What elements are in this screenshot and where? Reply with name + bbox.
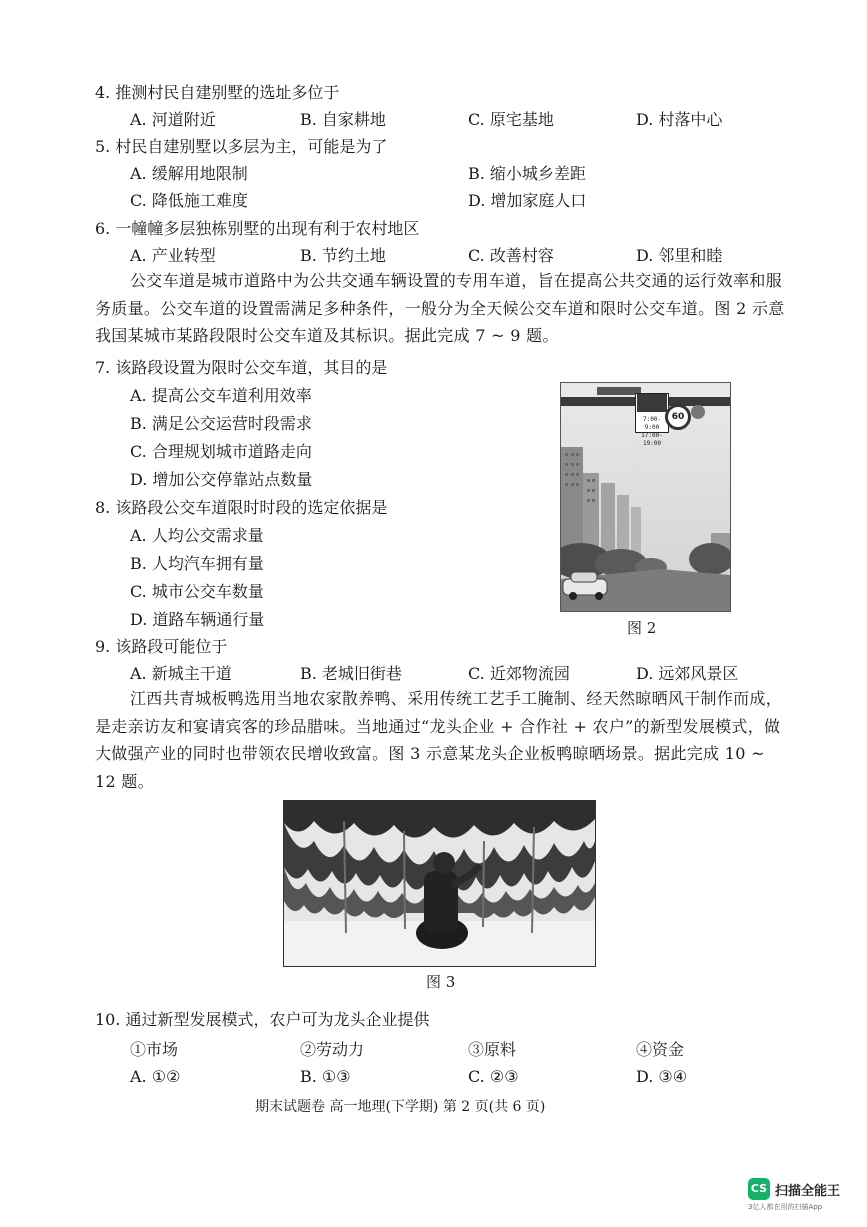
question-8-option-d: D. 道路车辆通行量 (130, 610, 265, 629)
scanner-slogan: 3亿人都在用的扫描App (748, 1203, 823, 1211)
question-5-option-a: A. 缓解用地限制 (130, 164, 248, 183)
question-10-option-d: D. ③④ (636, 1067, 688, 1086)
traffic-light-icon (691, 405, 705, 419)
camscanner-logo-icon: CS (748, 1178, 770, 1200)
question-10-item-4: ④资金 (636, 1040, 685, 1059)
figure-3-caption: 图 3 (426, 973, 456, 991)
question-10-option-c: C. ②③ (468, 1067, 519, 1086)
question-6-stem: 6. 一幢幢多层独栋别墅的出现有利于农村地区 (95, 219, 420, 238)
question-6-option-d: D. 邻里和睦 (636, 246, 723, 265)
question-10-item-2: ②劳动力 (300, 1040, 365, 1059)
question-5-option-c: C. 降低施工难度 (130, 191, 248, 210)
question-9-option-d: D. 远郊风景区 (636, 664, 739, 683)
question-6-option-a: A. 产业转型 (130, 246, 216, 265)
question-4-option-b: B. 自家耕地 (300, 110, 386, 129)
passage-bus-lane: 公交车道是城市道路中为公共交通车辆设置的专用车道，旨在提高公共交通的运行效率和服务质量。公交车道的设置需满足多种条件，一般分为全天候公交车道和限时公交车道。图 2 示意我国某城市某路段限时公交车道及其标识。据此完成 7 ~ 9 题。 (95, 271, 785, 345)
passage-salted-duck: 江西共青城板鸭选用当地农家散养鸭、采用传统工艺手工腌制、经天然晾晒风干制作而成，是走亲访友和宴请宾客的珍品腊味。当地通过“龙头企业 + 合作社 + 农户”的新型发展模式，做大做强产业的同时也带领农民增收致富。图 3 示意某龙头企业板鸭晾晒场景。据此完成 10 ~ 12 题。 (95, 689, 783, 791)
question-6-option-b: B. 节约土地 (300, 246, 386, 265)
question-7-option-a: A. 提高公交车道利用效率 (130, 386, 312, 405)
question-8-option-b: B. 人均汽车拥有量 (130, 554, 264, 573)
question-5-stem: 5. 村民自建别墅以多层为主，可能是为了 (95, 137, 388, 156)
question-10-stem: 10. 通过新型发展模式，农户可为龙头企业提供 (95, 1010, 430, 1029)
question-5-option-d: D. 增加家庭人口 (468, 191, 587, 210)
question-10-item-1: ①市场 (130, 1040, 179, 1059)
page-footer: 期末试题卷 高一地理(下学期) 第 2 页(共 6 页) (255, 1099, 546, 1115)
question-10-option-a: A. ①② (130, 1067, 181, 1086)
question-10-item-3: ③原料 (468, 1040, 517, 1059)
bus-icon (637, 394, 667, 412)
question-8-option-c: C. 城市公交车数量 (130, 582, 264, 601)
scanner-watermark (748, 1178, 840, 1212)
figure-3-duck-drying-photo (283, 800, 596, 967)
question-4-option-c: C. 原宅基地 (468, 110, 554, 129)
question-9-option-a: A. 新城主干道 (130, 664, 232, 683)
bus-lane-time-line-2: 17:00-19:00 (641, 432, 663, 447)
question-4-stem: 4. 推测村民自建别墅的选址多位于 (95, 83, 340, 102)
bus-lane-time-line-1: 7:00-9:00 (642, 416, 662, 431)
scanner-app-name: 扫描全能王 (775, 1183, 841, 1199)
figure-2-bus-lane-photo (560, 382, 731, 612)
question-8-option-a: A. 人均公交需求量 (130, 526, 264, 545)
question-5-option-b: B. 缩小城乡差距 (468, 164, 586, 183)
question-10-option-b: B. ①③ (300, 1067, 351, 1086)
question-9-stem: 9. 该路段可能位于 (95, 637, 228, 656)
question-7-option-b: B. 满足公交运营时段需求 (130, 414, 312, 433)
question-7-stem: 7. 该路段设置为限时公交车道，其目的是 (95, 358, 388, 377)
question-7-option-d: D. 增加公交停靠站点数量 (130, 470, 313, 489)
figure-2-caption: 图 2 (627, 619, 657, 637)
question-9-option-b: B. 老城旧街巷 (300, 664, 402, 683)
question-7-option-c: C. 合理规划城市道路走向 (130, 442, 312, 461)
question-8-stem: 8. 该路段公交车道限时时段的选定依据是 (95, 498, 388, 517)
question-4-option-d: D. 村落中心 (636, 110, 723, 129)
question-6-option-c: C. 改善村容 (468, 246, 554, 265)
question-9-option-c: C. 近郊物流园 (468, 664, 570, 683)
question-4-option-a: A. 河道附近 (130, 110, 216, 129)
speed-limit-sign: 60 (665, 404, 691, 430)
